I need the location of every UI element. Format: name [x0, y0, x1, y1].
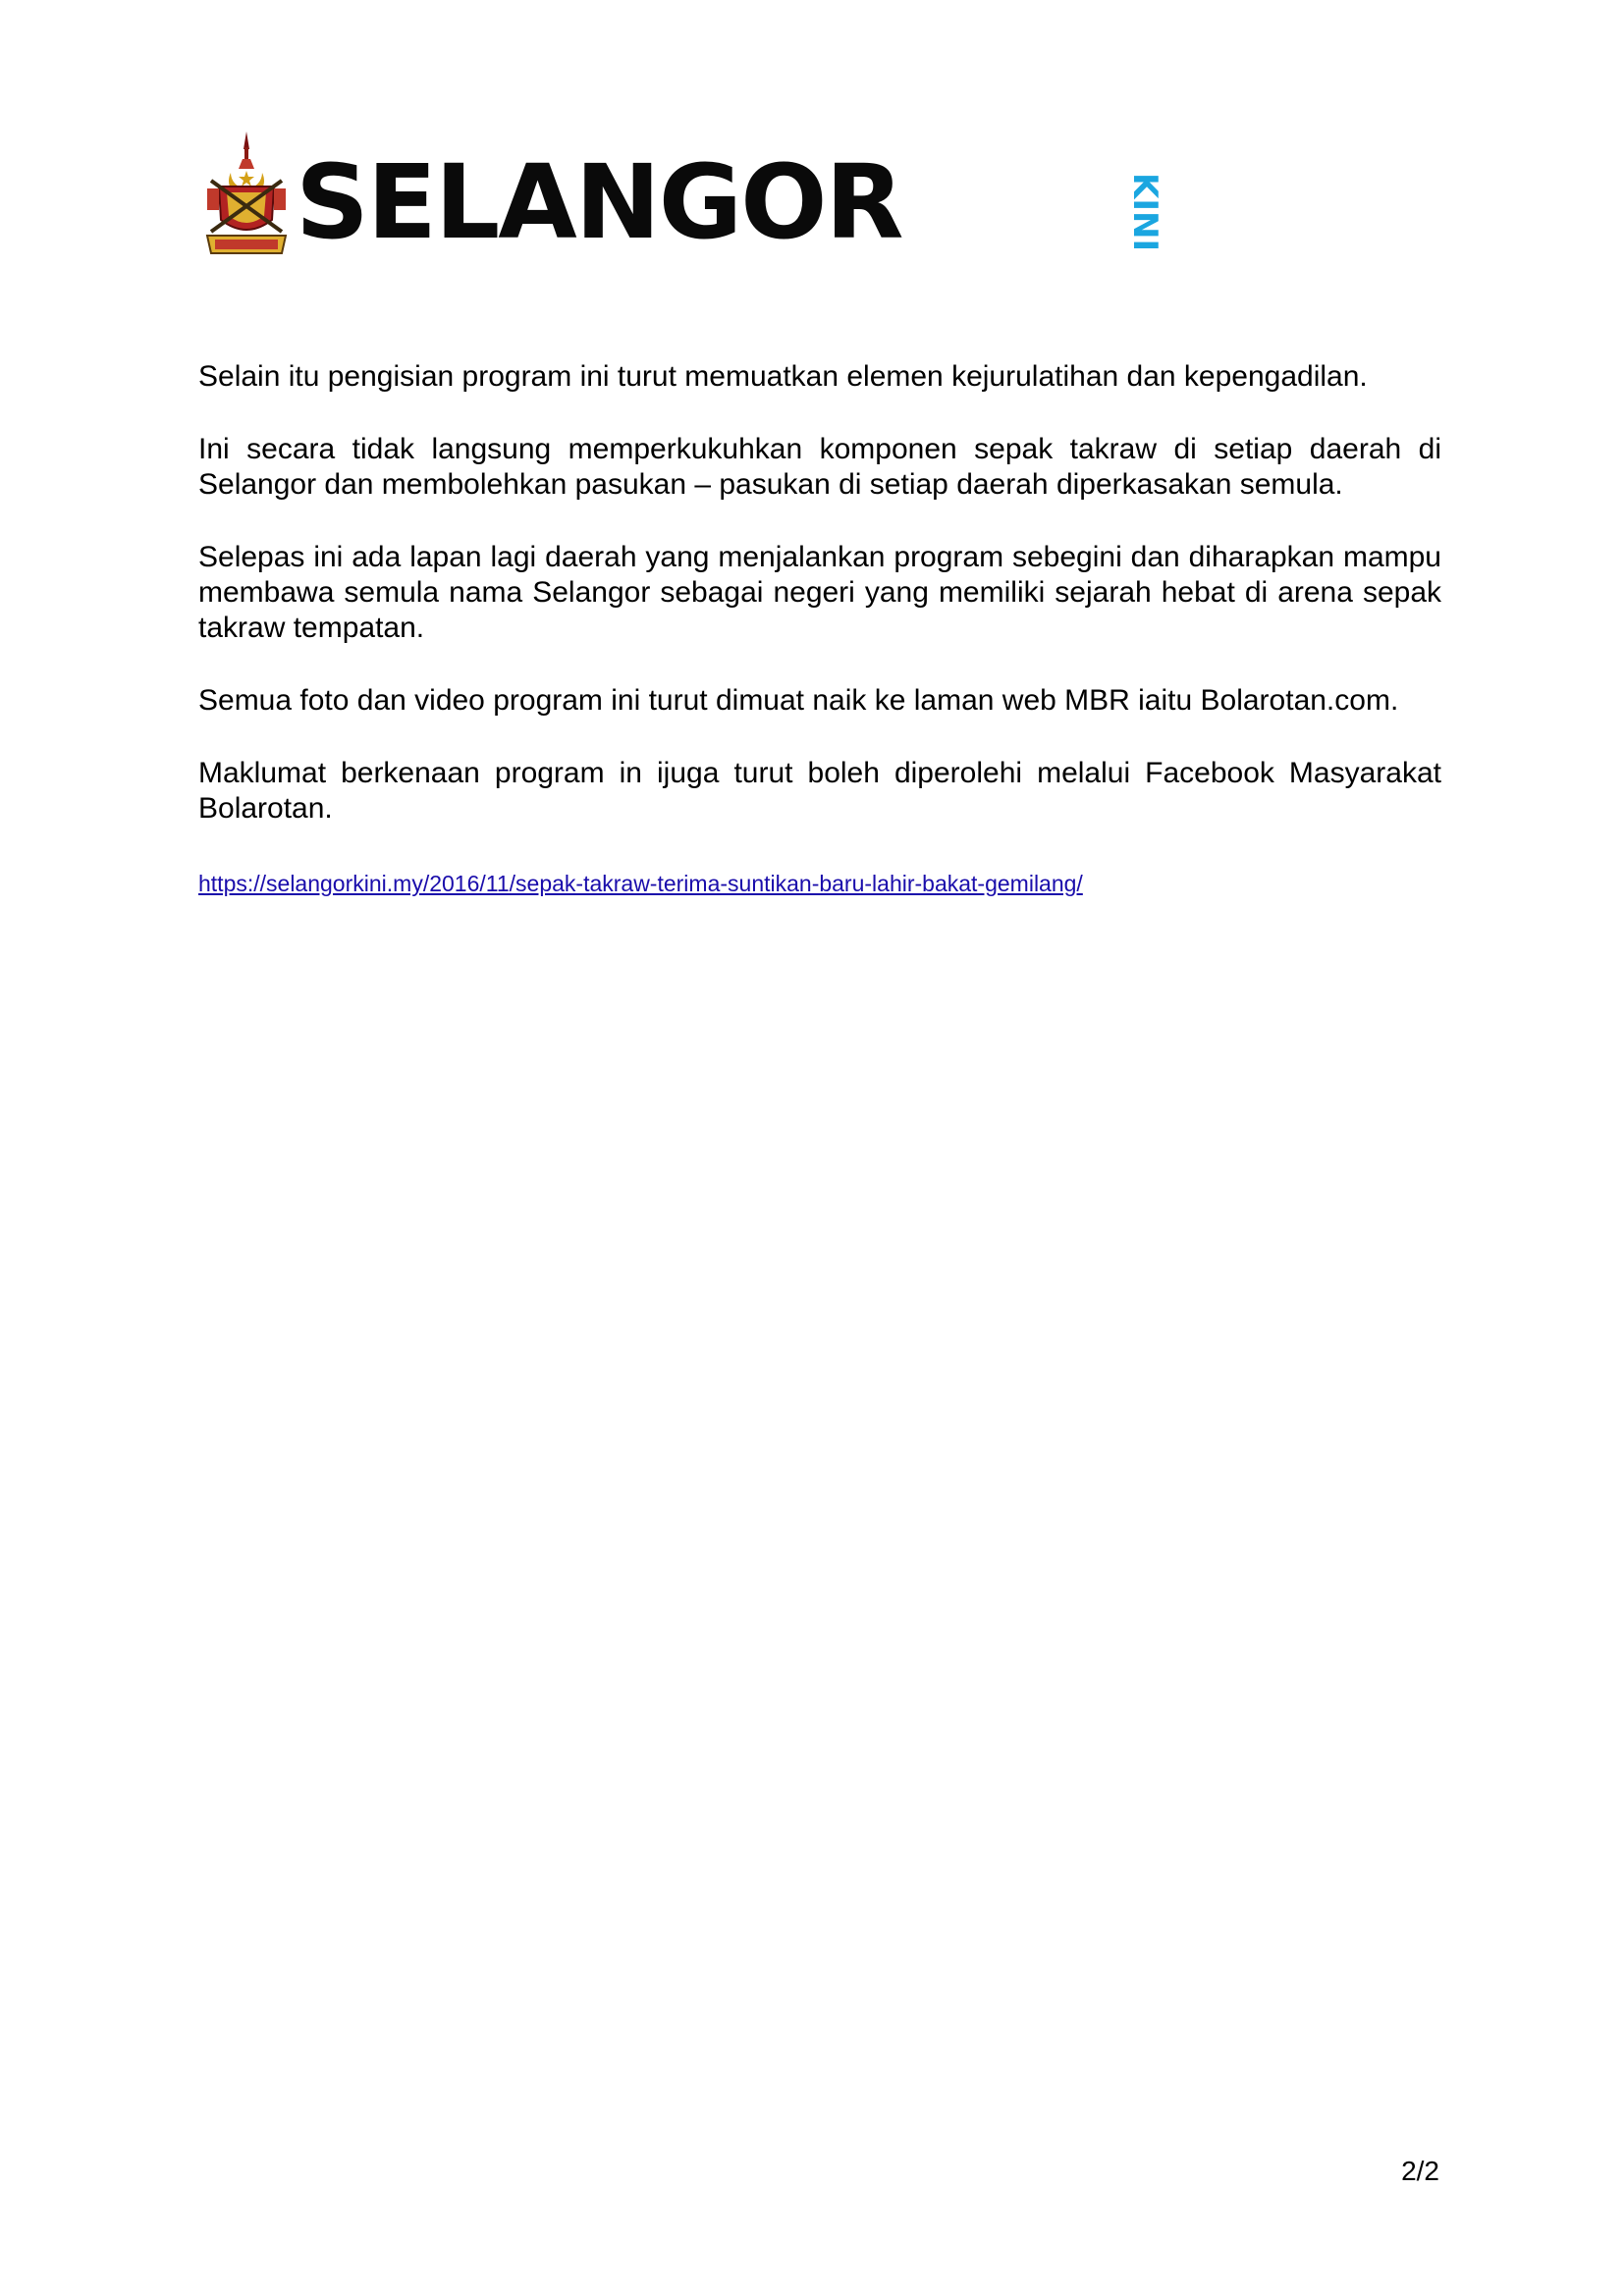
article-paragraph-5: Maklumat berkenaan program in ijuga turut boleh diperolehi melalui Facebook Masyarakat Bolarotan.: [198, 757, 1441, 825]
source-link[interactable]: https://selangorkini.my/2016/11/sepak-takraw-terima-suntikan-baru-lahir-bakat-gemilang/: [198, 871, 1083, 896]
logo-wordmark: SELANGOR: [296, 142, 902, 262]
article-paragraph-2: Ini secara tidak langsung memperkukuhkan komponen sepak takraw di setiap daerah di Selangor dan membolehkan pasukan – pasukan di setiap daerah diperkasakan semula.: [198, 433, 1441, 501]
selangorkini-logo: [201, 130, 1164, 262]
selangor-state-crest-icon: [201, 130, 292, 259]
article-paragraph-4: Semua foto dan video program ini turut dimuat naik ke laman web MBR iaitu Bolarotan.com.: [198, 684, 1399, 717]
page-number: 2/2: [1401, 2156, 1439, 2186]
logo-kini-text: KINI: [1125, 173, 1164, 252]
article-paragraph-1: Selain itu pengisian program ini turut memuatkan elemen kejurulatihan dan kepengadilan.: [198, 360, 1368, 393]
logo-kini-mark: [1103, 169, 1164, 257]
article-paragraph-3: Selepas ini ada lapan lagi daerah yang menjalankan program sebegini dan diharapkan mampu membawa semula nama Selangor sebagai negeri yang memiliki sejarah hebat di arena sepak takraw tempatan.: [198, 541, 1441, 644]
article-body: [198, 359, 1441, 897]
